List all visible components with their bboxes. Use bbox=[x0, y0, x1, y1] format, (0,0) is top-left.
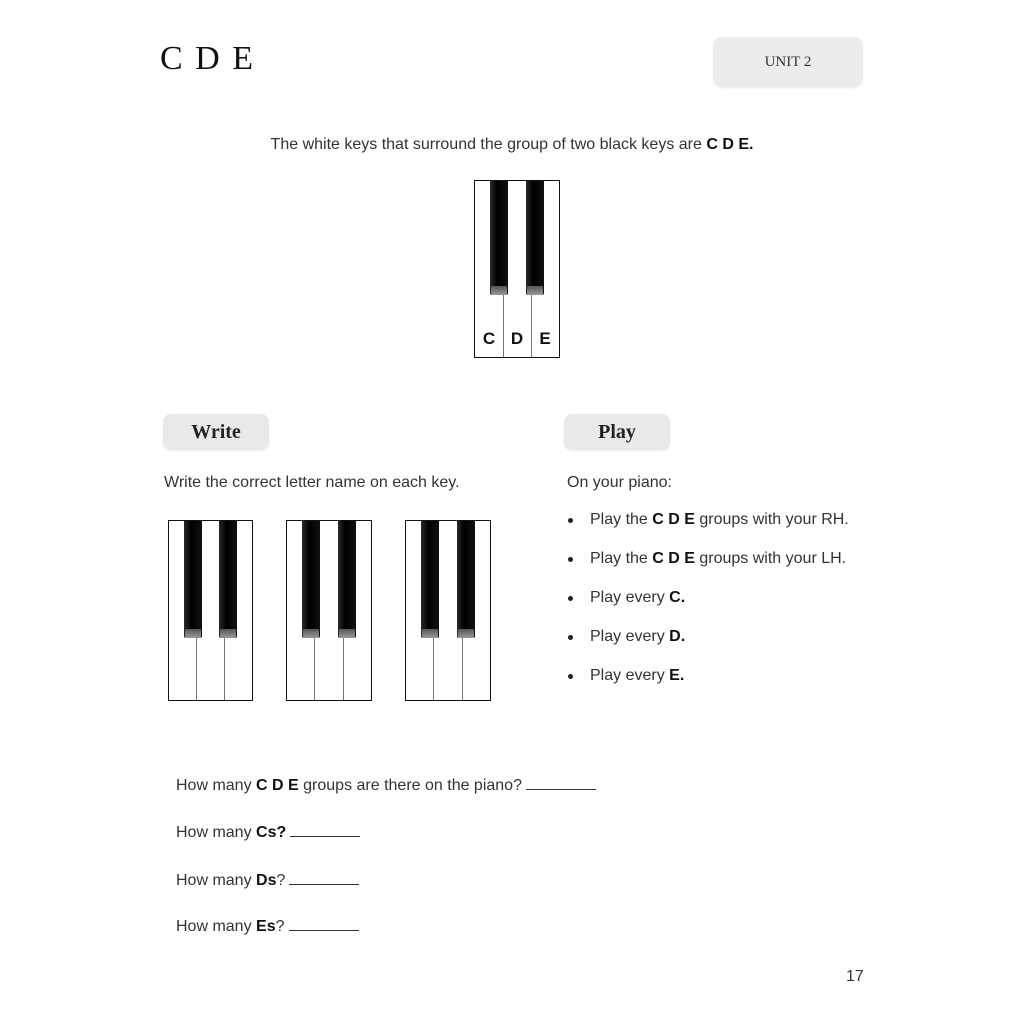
list-item: Play the C D E groups with your RH. bbox=[566, 511, 849, 550]
black-key bbox=[219, 521, 237, 638]
key-letter-d: D bbox=[510, 329, 524, 348]
black-key bbox=[302, 521, 320, 638]
page-number: 17 bbox=[846, 968, 864, 985]
question-cs: How many Cs? bbox=[176, 824, 360, 842]
question-ds: How many Ds? bbox=[176, 872, 359, 890]
list-item: Play every C. bbox=[566, 589, 849, 628]
write-instruction: Write the correct letter name on each key. bbox=[164, 474, 460, 491]
bullet-icon bbox=[568, 674, 573, 679]
blank-piano-group-3[interactable] bbox=[405, 520, 491, 701]
question-es: How many Es? bbox=[176, 918, 359, 936]
bullet-icon bbox=[568, 557, 573, 562]
play-heading: Play bbox=[564, 414, 670, 450]
list-item: Play the C D E groups with your LH. bbox=[566, 550, 849, 589]
blank-piano-group-1[interactable] bbox=[168, 520, 253, 701]
key-letter-e: E bbox=[539, 329, 551, 348]
play-instruction: On your piano: bbox=[567, 474, 672, 491]
play-list bbox=[566, 511, 849, 706]
black-key bbox=[490, 181, 508, 295]
example-piano-diagram bbox=[474, 180, 560, 358]
unit-badge: UNIT 2 bbox=[713, 37, 863, 87]
black-key bbox=[421, 521, 439, 638]
black-key bbox=[526, 181, 544, 295]
answer-blank[interactable] bbox=[526, 777, 596, 790]
black-key bbox=[457, 521, 475, 638]
answer-blank[interactable] bbox=[289, 918, 359, 931]
black-key bbox=[338, 521, 356, 638]
intro-text: The white keys that surround the group of two black keys are bbox=[270, 136, 707, 153]
question-groups: How many C D E groups are there on the piano? bbox=[176, 777, 596, 795]
write-heading: Write bbox=[163, 414, 269, 450]
answer-blank[interactable] bbox=[290, 824, 360, 837]
intro-sentence bbox=[0, 136, 1024, 154]
bullet-icon bbox=[568, 518, 573, 523]
list-item: Play every E. bbox=[566, 667, 849, 706]
list-item: Play every D. bbox=[566, 628, 849, 667]
answer-blank[interactable] bbox=[289, 872, 359, 885]
page-title: C D E bbox=[160, 40, 255, 77]
bullet-icon bbox=[568, 635, 573, 640]
key-letter-c: C bbox=[482, 329, 496, 348]
black-key bbox=[184, 521, 202, 638]
blank-piano-group-2[interactable] bbox=[286, 520, 372, 701]
intro-bold: C D E. bbox=[706, 136, 754, 153]
bullet-icon bbox=[568, 596, 573, 601]
